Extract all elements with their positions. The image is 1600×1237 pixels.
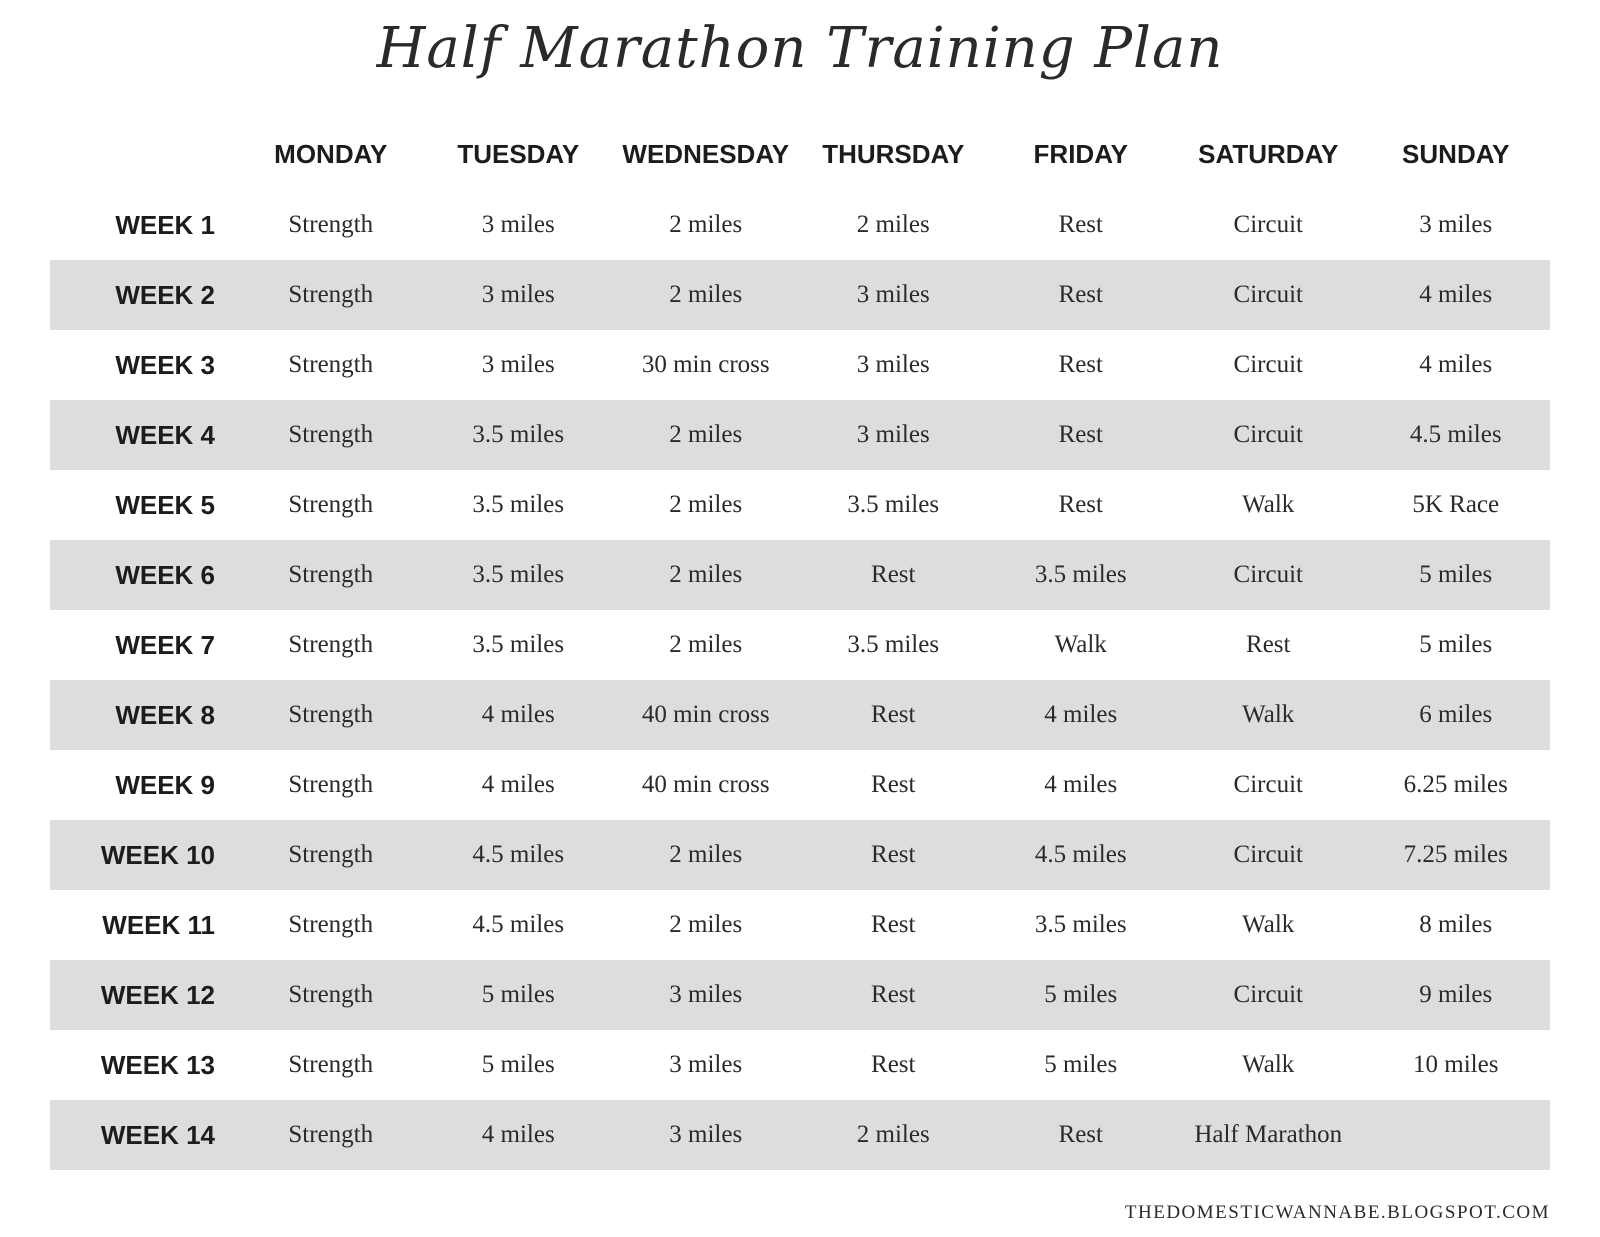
workout-cell: 3 miles [481, 211, 555, 238]
workout-cell: Strength [288, 981, 374, 1008]
table-row [50, 190, 1550, 260]
workout-cell: 3 miles [481, 351, 555, 378]
workout-cell: Rest [1058, 211, 1103, 238]
workout-cell: Strength [288, 771, 374, 798]
workout-cell: 3 miles [856, 281, 930, 308]
workout-cell: Rest [1058, 491, 1103, 518]
workout-cell: Circuit [1233, 211, 1303, 238]
workout-cell: 3.5 miles [1034, 911, 1127, 938]
table-row [50, 1030, 1550, 1100]
workout-cell: 2 miles [669, 211, 743, 238]
week-label: WEEK 5 [115, 489, 215, 520]
workout-cell: Rest [1058, 1121, 1103, 1148]
table-row [50, 750, 1550, 820]
workout-cell: 3 miles [856, 351, 930, 378]
workout-cell: Rest [1246, 631, 1291, 658]
workout-cell: 6 miles [1419, 701, 1493, 728]
workout-cell: Walk [1054, 631, 1107, 658]
workout-cell: 5 miles [1419, 631, 1493, 658]
workout-cell: 5K Race [1412, 491, 1500, 518]
workout-cell: Circuit [1233, 841, 1303, 868]
workout-cell: Rest [871, 981, 916, 1008]
workout-cell: Rest [871, 561, 916, 588]
table-row [50, 890, 1550, 960]
workout-cell: Circuit [1233, 561, 1303, 588]
page-title: Half Marathon Training Plan [376, 16, 1224, 81]
week-label: WEEK 8 [115, 699, 215, 730]
header-saturday: SATURDAY [1198, 138, 1339, 169]
workout-cell: 3.5 miles [472, 421, 565, 448]
workout-cell: 2 miles [669, 911, 743, 938]
workout-cell: Strength [288, 911, 374, 938]
workout-cell: Strength [288, 491, 374, 518]
workout-cell: 10 miles [1413, 1051, 1499, 1078]
workout-cell: 5 miles [1419, 561, 1493, 588]
workout-cell: 4 miles [1419, 351, 1493, 378]
week-label: WEEK 3 [115, 349, 215, 380]
table-row [50, 680, 1550, 750]
training-table [50, 118, 1550, 1170]
workout-cell: 2 miles [669, 631, 743, 658]
week-label: WEEK 7 [115, 629, 215, 660]
workout-cell: Strength [288, 1051, 374, 1078]
workout-cell: 4.5 miles [472, 841, 565, 868]
workout-cell: 3.5 miles [847, 631, 940, 658]
table-row [50, 330, 1550, 400]
workout-cell: Circuit [1233, 771, 1303, 798]
header-friday: FRIDAY [1033, 138, 1128, 169]
workout-cell: Walk [1242, 491, 1295, 518]
workout-cell: Walk [1242, 911, 1295, 938]
workout-cell: 3.5 miles [472, 631, 565, 658]
workout-cell: 4 miles [481, 771, 555, 798]
workout-cell: 2 miles [669, 281, 743, 308]
workout-cell: Rest [1058, 351, 1103, 378]
workout-cell: Rest [871, 841, 916, 868]
week-label: WEEK 12 [100, 979, 215, 1010]
workout-cell: 3.5 miles [472, 491, 565, 518]
week-label: WEEK 14 [100, 1119, 215, 1150]
workout-cell: 5 miles [1044, 1051, 1118, 1078]
workout-cell: Walk [1242, 701, 1295, 728]
workout-cell: 4 miles [1419, 281, 1493, 308]
workout-cell: Rest [871, 1051, 916, 1078]
table-row [50, 1100, 1550, 1170]
table-header-row [50, 118, 1550, 190]
week-label: WEEK 9 [115, 769, 215, 800]
workout-cell: Circuit [1233, 281, 1303, 308]
workout-cell: 2 miles [669, 561, 743, 588]
workout-cell: 4.5 miles [472, 911, 565, 938]
workout-cell: Strength [288, 351, 374, 378]
workout-cell: 2 miles [669, 841, 743, 868]
workout-cell: Strength [288, 421, 374, 448]
workout-cell: Rest [871, 701, 916, 728]
workout-cell: 3 miles [856, 421, 930, 448]
week-rows [50, 190, 1550, 1170]
workout-cell: 4.5 miles [1034, 841, 1127, 868]
workout-cell: 2 miles [856, 211, 930, 238]
workout-cell: 4 miles [1044, 701, 1118, 728]
workout-cell: 3.5 miles [1034, 561, 1127, 588]
workout-cell: 4 miles [481, 701, 555, 728]
header-monday: MONDAY [274, 138, 388, 169]
table-row [50, 400, 1550, 470]
workout-cell: 3 miles [481, 281, 555, 308]
workout-cell: 3 miles [669, 1121, 743, 1148]
workout-cell: Strength [288, 1121, 374, 1148]
workout-cell: 2 miles [856, 1121, 930, 1148]
week-label: WEEK 13 [100, 1049, 215, 1080]
week-label: WEEK 10 [100, 839, 215, 870]
workout-cell: Strength [288, 561, 374, 588]
workout-cell: 4 miles [481, 1121, 555, 1148]
workout-cell: 6.25 miles [1403, 771, 1508, 798]
workout-cell: Rest [1058, 281, 1103, 308]
table-row [50, 260, 1550, 330]
table-row [50, 820, 1550, 890]
week-label: WEEK 1 [115, 209, 215, 240]
week-label: WEEK 6 [115, 559, 215, 590]
table-row [50, 610, 1550, 680]
workout-cell: 3 miles [669, 1051, 743, 1078]
workout-cell: 5 miles [481, 981, 555, 1008]
week-label: WEEK 4 [115, 419, 215, 450]
table-row [50, 470, 1550, 540]
workout-cell: 2 miles [669, 421, 743, 448]
header-tuesday: TUESDAY [457, 138, 580, 169]
workout-cell: 5 miles [1044, 981, 1118, 1008]
workout-cell: 3.5 miles [472, 561, 565, 588]
workout-cell: 4 miles [1044, 771, 1118, 798]
workout-cell: 40 min cross [641, 701, 770, 728]
workout-cell: Strength [288, 211, 374, 238]
workout-cell: Rest [871, 771, 916, 798]
workout-cell: Strength [288, 631, 374, 658]
blog-url: THEDOMESTICWANNABE.BLOGSPOT.COM [1124, 1202, 1550, 1223]
week-label: WEEK 11 [102, 909, 215, 940]
workout-cell: 5 miles [481, 1051, 555, 1078]
workout-cell: Half Marathon [1194, 1121, 1343, 1148]
workout-cell: 8 miles [1419, 911, 1493, 938]
workout-cell: 30 min cross [641, 351, 770, 378]
workout-cell: Circuit [1233, 351, 1303, 378]
workout-cell: Strength [288, 281, 374, 308]
workout-cell: 3.5 miles [847, 491, 940, 518]
workout-cell: 9 miles [1419, 981, 1493, 1008]
header-sunday: SUNDAY [1402, 138, 1510, 169]
workout-cell: 40 min cross [641, 771, 770, 798]
table-row [50, 960, 1550, 1030]
workout-cell: Strength [288, 701, 374, 728]
workout-cell: 2 miles [669, 491, 743, 518]
header-wednesday: WEDNESDAY [622, 138, 790, 169]
workout-cell: Rest [871, 911, 916, 938]
workout-cell: 3 miles [1419, 211, 1493, 238]
workout-cell: Strength [288, 841, 374, 868]
table-row [50, 540, 1550, 610]
workout-cell: Walk [1242, 1051, 1295, 1078]
workout-cell: Circuit [1233, 981, 1303, 1008]
header-thursday: THURSDAY [822, 138, 965, 169]
workout-cell: Rest [1058, 421, 1103, 448]
week-label: WEEK 2 [115, 279, 215, 310]
workout-cell: Circuit [1233, 421, 1303, 448]
workout-cell: 7.25 miles [1403, 841, 1508, 868]
workout-cell: 3 miles [669, 981, 743, 1008]
workout-cell: 4.5 miles [1409, 421, 1502, 448]
